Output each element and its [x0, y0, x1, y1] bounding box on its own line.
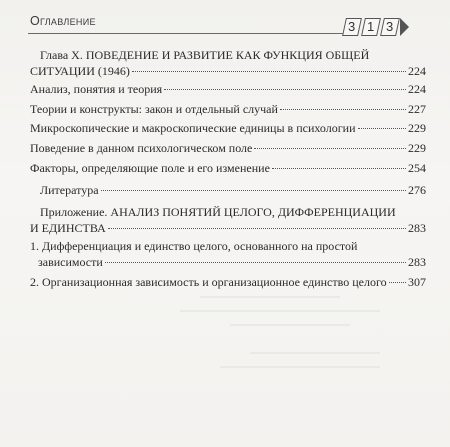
- toc-numbered-line1: 2. Организационная зависимость и организационное единство целого: [30, 275, 387, 289]
- show-through-mark: [220, 366, 380, 368]
- toc-item[interactable]: [30, 161, 426, 175]
- page-digit: 1: [361, 18, 381, 36]
- running-title: Оглавление: [30, 14, 96, 28]
- page-digit: 3: [380, 18, 400, 36]
- toc-page-number: 283: [408, 255, 426, 269]
- toc-item-label: Микроскопические и макроскопические единицы в психологии: [30, 121, 356, 135]
- toc-item-label: Анализ, понятия и теория: [30, 82, 163, 96]
- toc-page-number: 227: [408, 102, 426, 116]
- toc-numbered-line2: зависимости: [38, 255, 103, 269]
- toc-item-label: Поведение в данном психологическом поле: [30, 141, 253, 155]
- toc-page-number: 229: [408, 121, 426, 135]
- toc-chapter-title-line1: Глава X. ПОВЕДЕНИЕ И РАЗВИТИЕ КАК ФУНКЦИЯ ОБЩЕЙ: [40, 48, 370, 62]
- toc-page-number: 283: [408, 221, 426, 235]
- toc-item[interactable]: [30, 141, 426, 155]
- toc-numbered-line1: 1. Дифференциация и единство целого, основанного на простой: [30, 239, 358, 253]
- dot-leader: [389, 282, 406, 283]
- dot-leader: [280, 109, 406, 110]
- dot-leader: [132, 71, 406, 72]
- show-through-mark: [200, 296, 340, 298]
- dot-leader: [108, 228, 406, 229]
- toc-item-label: Теории и конструкты: закон и отдельный случай: [30, 102, 278, 116]
- dot-leader: [105, 262, 406, 263]
- page-arrow-icon: [400, 18, 409, 36]
- dot-leader: [101, 190, 406, 191]
- toc-page-number: 229: [408, 141, 426, 155]
- toc-page-number: 254: [408, 161, 426, 175]
- show-through-mark: [180, 310, 380, 312]
- toc-page-number: 276: [408, 183, 426, 197]
- show-through-mark: [230, 324, 350, 326]
- toc-item[interactable]: [30, 82, 426, 96]
- toc-appendix-title-line2: И ЕДИНСТВА: [30, 221, 106, 235]
- toc-literature[interactable]: [30, 183, 426, 197]
- toc-page-number: 224: [408, 82, 426, 96]
- toc-chapter-title-line2: СИТУАЦИИ (1946): [30, 64, 130, 78]
- page-digit: 3: [342, 18, 362, 36]
- dot-leader: [254, 148, 406, 149]
- toc-chapter-entry[interactable]: [30, 48, 426, 78]
- dot-leader: [164, 89, 406, 90]
- header-rule: [28, 33, 344, 34]
- dot-leader: [272, 168, 406, 169]
- dot-leader: [358, 128, 406, 129]
- toc-page-number: 224: [408, 64, 426, 78]
- page-number: [344, 18, 409, 35]
- toc-numbered-item[interactable]: [30, 275, 426, 289]
- toc-appendix-entry[interactable]: [30, 205, 426, 235]
- toc-numbered-item[interactable]: [30, 239, 426, 269]
- toc-page-number: 307: [408, 275, 426, 289]
- toc-item-label: Факторы, определяющие поле и его изменение: [30, 161, 270, 175]
- toc-appendix-title-line1: Приложение. АНАЛИЗ ПОНЯТИЙ ЦЕЛОГО, ДИФФЕРЕНЦИАЦИИ: [40, 205, 396, 219]
- toc-literature-label: Литература: [40, 183, 99, 197]
- toc-item[interactable]: [30, 102, 426, 116]
- toc-item[interactable]: [30, 121, 426, 135]
- show-through-mark: [250, 352, 380, 354]
